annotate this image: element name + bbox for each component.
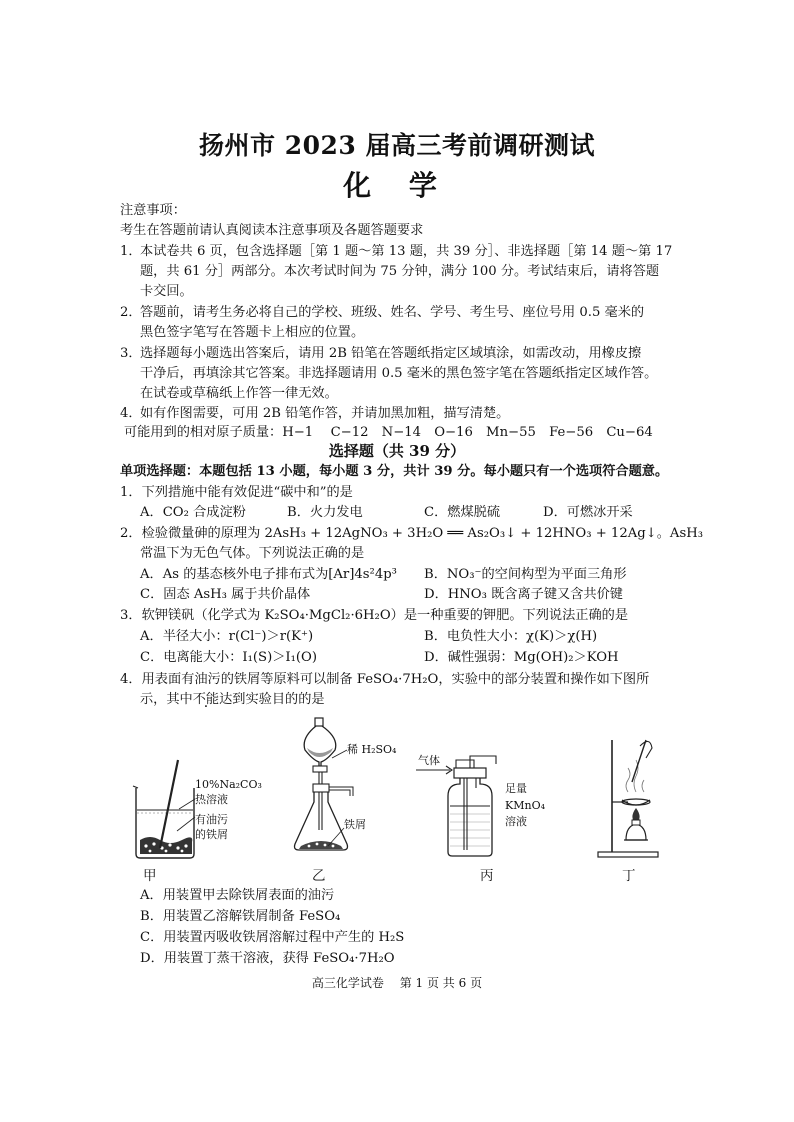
label-gas: 气体 [418, 754, 440, 767]
notice-item-line: 本试卷共 6 页，包含选择题［第 1 题～第 13 题，共 39 分］、非选择题［第 14 题～第 17 [140, 244, 673, 259]
label-na2co3: 10%Na₂CO₃ [195, 778, 262, 791]
label-iron-filings: 的铁屑 [195, 828, 228, 841]
question-4-stem-pre: 示，其中 [140, 692, 193, 707]
question-2-option-d: D．HNO₃ 既含离子键又含共价键 [424, 587, 623, 602]
question-4-option-a: A．用装置甲去除铁屑表面的油污 [140, 888, 335, 903]
label-kmno4: KMnO₄ [505, 799, 545, 812]
question-3-option-b: B．电负性大小：χ(K)＞χ(H) [424, 629, 598, 644]
question-4-stem: 4．用表面有油污的铁屑等原料可以制备 FeSO₄·7H₂O，实验中的部分装置和操作如下图所 [120, 672, 650, 687]
label-leader-funnel [330, 748, 348, 760]
label-dilute-h2so4: 稀 H₂SO₄ [347, 743, 397, 756]
notice-item-line: 卡交回。 [140, 284, 193, 299]
question-4-emphasis: 不能 [192, 692, 220, 707]
question-3-option-a: A．半径大小：r(Cl⁻)＞r(K⁺) [140, 629, 314, 644]
atomic-masses: 可能用到的相对原子质量：H−1 C−12 N−14 O−16 Mn−55 Fe−56 Cu−64 [124, 425, 653, 440]
label-leaders-jia [175, 795, 197, 835]
question-2-stem: 常温下为无色气体。下列说法正确的是 [140, 546, 365, 561]
notice-item-line: 题，共 61 分］两部分。本次考试时间为 75 分钟，满分 100 分。考试结束后，请将答题 [140, 264, 660, 279]
question-1-option-d: D．可燃冰开采 [543, 505, 633, 520]
question-4-option-d: D．用装置丁蒸干溶液，获得 FeSO₄·7H₂O [140, 951, 395, 966]
label-oily-iron: 有油污 [195, 813, 228, 826]
question-3-stem: 3．软钾镁矾（化学式为 K₂SO₄·MgCl₂·6H₂O）是一种重要的钾肥。下列说法正确的是 [120, 608, 629, 623]
question-4-stem-post: 达到实验目的的是 [219, 692, 325, 707]
label-leader-flask [326, 826, 346, 848]
question-1-option-a: A．CO₂ 合成淀粉 [140, 505, 246, 520]
question-1-option-c: C．燃煤脱硫 [424, 505, 501, 520]
notice-item-line: 选择题每小题选出答案后，请用 2B 铅笔在答题纸指定区域填涂，如需改动，用橡皮擦 [140, 346, 642, 361]
question-2-option-c: C．固态 AsH₃ 属于共价晶体 [140, 587, 311, 602]
question-3-option-d: D．碱性强弱：Mg(OH)₂＞KOH [424, 650, 619, 665]
question-3-option-c: C．电离能大小：I₁(S)＞I₁(O) [140, 650, 318, 665]
label-hot-solution: 热溶液 [195, 793, 228, 806]
question-4-option-b: B．用装置乙溶解铁屑制备 FeSO₄ [140, 909, 341, 924]
notice-heading: 注意事项： [120, 203, 186, 218]
apparatus-yi-flask [285, 718, 365, 860]
page-footer: 高三化学试卷 第 1 页 共 6 页 [311, 976, 483, 990]
apparatus-bing-bottle [412, 752, 512, 860]
notice-item-line: 答题前，请考生务必将自己的学校、班级、姓名、学号、考生号、座位号用 0.5 毫米的 [140, 305, 645, 320]
caption-yi: 乙 [312, 868, 326, 884]
notice-item-line: 干净后，再填涂其它答案。非选择题请用 0.5 毫米的黑色签字笔在答题纸指定区域作答。 [140, 366, 658, 381]
question-2-stem: 2．检验微量砷的原理为 2AsH₃ + 12AgNO₃ + 3H₂O ══ As₂O₃↓ + 12HNO₃ + 12Ag↓。AsH₃ [120, 526, 703, 541]
notice-item-line: 如有作图需要，可用 2B 铅笔作答，并请加黑加粗，描写清楚。 [140, 406, 510, 421]
label-iron-filings-flask: 铁屑 [344, 818, 366, 831]
question-2-option-a: A．As 的基态核外电子排布式为[Ar]4s²4p³ [140, 567, 397, 582]
question-1-stem: 1．下列措施中能有效促进“碳中和”的是 [120, 485, 353, 500]
question-4-stem [140, 690, 325, 710]
notice-intro: 考生在答题前请认真阅读本注意事项及各题答题要求 [120, 223, 424, 238]
notice-item-number: 4． [120, 406, 142, 421]
notice-item-number: 3． [120, 346, 142, 361]
notice-item-line: 黑色签字笔写在答题卡上相应的位置。 [140, 325, 365, 340]
caption-bing: 丙 [480, 868, 494, 884]
notice-item-number: 2． [120, 305, 142, 320]
question-4-option-c: C．用装置丙吸收铁屑溶解过程中产生的 H₂S [140, 930, 405, 945]
section-instruction: 单项选择题：本题包括 13 小题，每小题 3 分，共计 39 分。每小题只有一个选项符合题意。 [120, 464, 669, 479]
question-2-option-b: B．NO₃⁻的空间构型为平面三角形 [424, 567, 627, 582]
question-1-option-b: B．火力发电 [287, 505, 363, 520]
notice-item-number: 1． [120, 244, 142, 259]
exam-title: 扬州市 2023 届高三考前调研测试 [199, 131, 595, 160]
exam-subject: 化 学 [343, 169, 451, 202]
label-excess: 足量 [505, 782, 527, 795]
caption-ding: 丁 [622, 868, 636, 884]
notice-item-line: 在试卷或草稿纸上作答一律无效。 [140, 386, 338, 401]
caption-jia: 甲 [143, 868, 157, 884]
section-title: 选择题（共 39 分） [328, 442, 466, 460]
apparatus-ding-evaporation [594, 736, 664, 860]
label-solution: 溶液 [505, 815, 527, 828]
